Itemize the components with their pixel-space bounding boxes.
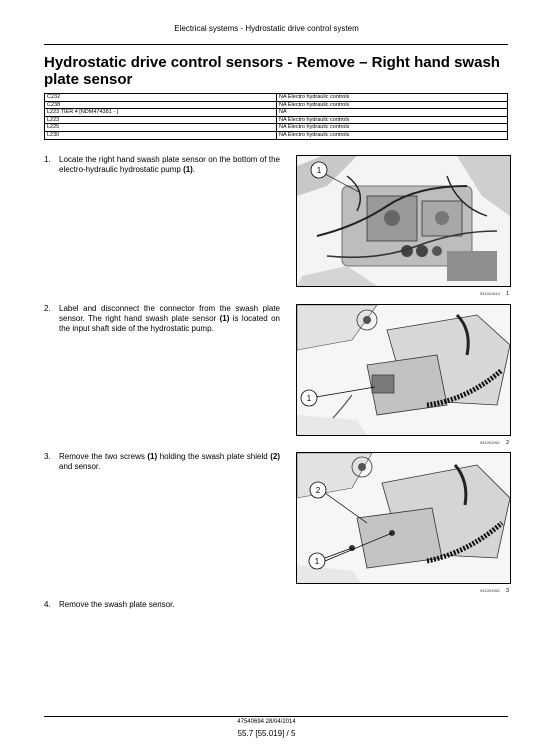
step-number: 4. xyxy=(44,600,51,609)
page-title: Hydrostatic drive control sensors - Remove – Right hand swash plate sensor xyxy=(44,54,500,88)
step-1 xyxy=(44,155,280,175)
table-row xyxy=(45,94,508,102)
step-text xyxy=(59,155,280,175)
table-row xyxy=(45,124,508,132)
swash-plate-shield-photo xyxy=(296,452,511,584)
figure-number: 3 xyxy=(505,588,509,594)
figure-number: 1 xyxy=(505,291,509,297)
figure-2 xyxy=(296,304,509,446)
table-row xyxy=(45,131,508,139)
document-reference: 47540694 28/04/2014 xyxy=(237,719,296,725)
svg-text:1: 1 xyxy=(316,166,322,175)
callout-ref: (1) xyxy=(183,165,193,174)
note-cell: NA Electro hydraulic controls xyxy=(277,116,508,124)
model-applicability-table xyxy=(44,93,508,140)
step-text-part: and sensor. xyxy=(59,462,101,471)
pump-top-photo xyxy=(296,155,511,287)
table-row xyxy=(45,116,508,124)
step-4 xyxy=(44,600,280,610)
step-3 xyxy=(44,452,280,472)
model-cell: L223 xyxy=(45,116,277,124)
step-text xyxy=(59,304,280,334)
step-text-part: Remove the two screws xyxy=(59,452,148,461)
footer-rule xyxy=(44,716,508,717)
figure-caption xyxy=(296,291,509,297)
note-cell: NA Electro hydraulic controls xyxy=(277,124,508,132)
model-cell: C238 xyxy=(45,101,277,109)
figure-number: 2 xyxy=(505,440,509,446)
model-cell: L225 xyxy=(45,124,277,132)
figure-3 xyxy=(296,452,509,594)
figure-caption xyxy=(296,440,509,446)
step-text-part: is located on the input shaft side of the hydrostatic pump. xyxy=(59,314,281,333)
step-text-part: holding the swash plate shield xyxy=(157,452,271,461)
figure-code: 931001961 xyxy=(479,440,500,445)
table-row xyxy=(45,109,508,117)
step-number: 2. xyxy=(44,304,51,313)
step-number: 3. xyxy=(44,452,51,461)
model-cell: C232 xyxy=(45,94,277,102)
figure-caption xyxy=(296,588,509,594)
figure-code: 931001961 xyxy=(479,588,500,593)
table-row xyxy=(45,101,508,109)
note-cell: NA xyxy=(277,109,508,117)
svg-text:1: 1 xyxy=(314,557,320,566)
callout-ref: (1) xyxy=(219,314,230,323)
sensor-connector-photo xyxy=(296,304,511,436)
note-cell: NA Electro hydraulic controls xyxy=(277,101,508,109)
step-text xyxy=(59,452,280,472)
callout-ref: (1) xyxy=(147,452,158,461)
step-text: Remove the swash plate sensor. xyxy=(59,600,175,609)
step-2 xyxy=(44,304,280,334)
step-text-part: Locate the right hand swash plate sensor on the bottom of the electro-hydraulic hydrostatic pump xyxy=(59,155,280,174)
note-cell: NA Electro hydraulic controls xyxy=(277,94,508,102)
note-cell: NA Electro hydraulic controls xyxy=(277,131,508,139)
svg-text:2: 2 xyxy=(315,486,321,495)
step-text-part: . xyxy=(192,165,196,174)
running-header: Electrical systems - Hydrostatic drive control system xyxy=(174,24,359,33)
page-number: 55.7 [55.019] / 5 xyxy=(237,729,296,738)
step-number: 1. xyxy=(44,155,51,164)
model-cell: L223 TIER 4 [NDM474381 - ] xyxy=(45,109,277,117)
model-cell: L230 xyxy=(45,131,277,139)
figure-code: 931001814 xyxy=(479,291,500,296)
step-text-part: Label and disconnect the connector from the swash plate sensor. The right hand swash plate sensor xyxy=(59,304,280,323)
figure-1 xyxy=(296,155,509,297)
callout-ref: (2) xyxy=(270,452,281,461)
header-rule xyxy=(44,44,508,45)
svg-text:1: 1 xyxy=(306,394,312,403)
